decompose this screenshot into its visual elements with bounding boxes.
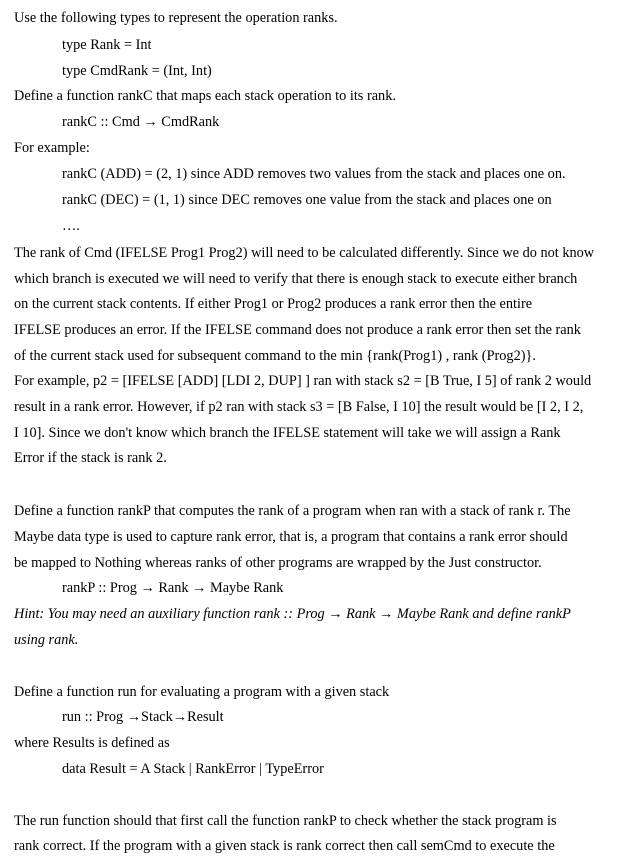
text-line: Use the following types to represent the operation ranks. <box>14 10 338 26</box>
text-line: type CmdRank = (Int, Int) <box>62 63 212 79</box>
text-line: rankC (DEC) = (1, 1) since DEC removes one value from the stack and places one on <box>62 192 552 208</box>
text-line: …. <box>62 218 80 234</box>
text-line: The rank of Cmd (IFELSE Prog1 Prog2) will need to be calculated differently. Since we do not know <box>14 245 595 261</box>
text-line: of the current stack used for subsequent command to the min {rank(Prog1) , rank (Prog2)}. <box>14 348 536 364</box>
hint-line: using rank. <box>14 632 79 648</box>
text-line: data Result = A Stack | RankError | TypeError <box>62 761 324 777</box>
text-line: For example, p2 = [IFELSE [ADD] [LDI 2, DUP] ] ran with stack s2 = [B True, I 5] of rank 2 would <box>14 373 592 389</box>
text-line: where Results is defined as <box>14 735 170 751</box>
text-line: rankC (ADD) = (2, 1) since ADD removes two values from the stack and places one on. <box>62 166 566 182</box>
text-line: Error if the stack is rank 2. <box>14 450 167 466</box>
text-line: IFELSE produces an error. If the IFELSE command does not produce a rank error then set the rank <box>14 322 581 338</box>
text-line: result in a rank error. However, if p2 ran with stack s3 = [B False, I 10] the result would be [I 2, I 2, <box>14 399 584 415</box>
text-line: Define a function rankP that computes the rank of a program when ran with a stack of rank r. The <box>14 503 571 519</box>
text-line: rankC :: Cmd → CmdRank <box>62 114 220 130</box>
text-line: For example: <box>14 140 90 156</box>
text-line: type Rank = Int <box>62 37 152 53</box>
text-line: Define a function run for evaluating a program with a given stack <box>14 684 390 700</box>
text-line: be mapped to Nothing whereas ranks of other programs are wrapped by the Just constructor. <box>14 555 542 571</box>
text-line: The run function should that first call the function rankP to check whether the stack program is <box>14 813 557 829</box>
text-line: rank correct. If the program with a given stack is rank correct then call semCmd to execute the <box>14 838 555 854</box>
text-line: rankP :: Prog → Rank → Maybe Rank <box>62 580 284 596</box>
text-line: on the current stack contents. If either Prog1 or Prog2 produces a rank error then the entire <box>14 296 533 312</box>
hint-line: Hint: You may need an auxiliary function rank :: Prog → Rank → Maybe Rank and define rankP <box>14 606 571 622</box>
text-line: Define a function rankC that maps each stack operation to its rank. <box>14 88 396 104</box>
text-line: Maybe data type is used to capture rank error, that is, a program that contains a rank error should <box>14 529 568 545</box>
text-line: which branch is executed we will need to verify that there is enough stack to execute either branch <box>14 271 578 287</box>
text-line: run :: Prog →Stack→Result <box>62 709 224 725</box>
text-line: I 10]. Since we don't know which branch the IFELSE statement will take we will assign a Rank <box>14 425 561 441</box>
